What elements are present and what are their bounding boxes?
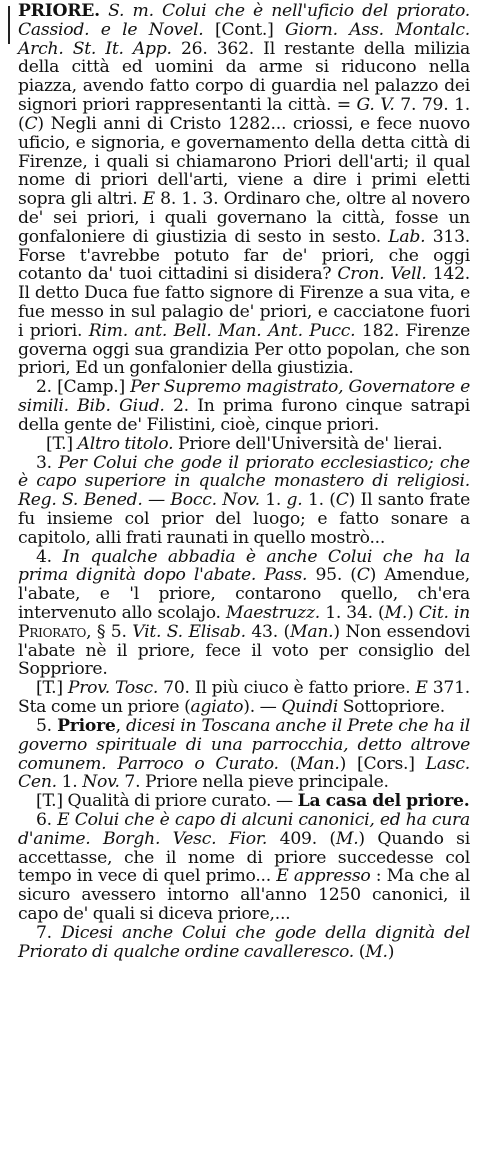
entry-priore: [18, 2, 470, 961]
sense-4-note-paragraph: [T.] Prov. Tosc. 70. Il più ciuco è fatto priore. E 371. Sta come un priore (agiato). — Quindi Sottopriore.: [18, 678, 470, 718]
sense-2-paragraph: 2. [Camp.] Per Supremo magistrato, Governatore e simili. Bib. Giud. 2. In prima furono cinque satrapi della gente de' Filistini, cioè, cinque priori.: [18, 377, 470, 435]
margin-rule: [8, 6, 10, 44]
sense-5-paragraph: 5. Priore, dicesi in Toscana anche il Prete che ha il governo spirituale di una parrocchia, detto altrove comunem. Parroco o Curato. (Man.) [Cors.] Lasc. Cen. 1. Nov. 7. Priore nella pieve principale.: [18, 715, 470, 793]
sense-1-paragraph: PRIORE. S. m. Colui che è nell'uficio del priorato. Cassiod. e le Novel. [Cont.] Giorn. Ass. Montalc. Arch. St. It. App. 26. 362. Il restante della milizia della città ed uomini da arme si riducono nella piazza, avendo fatto corpo di guardia nel palazzo dei signori priori rappresentanti la città. = G. V. 7. 79. 1. (C) Negli anni di Cristo 1282... criossi, e fece nuovo uficio, e signoria, e governamento della detta città di Firenze, i quali si chiamarono Priori dell'arti; il qual nome di priori dell'arti, viene a dire i primi eletti sopra gli altri. E 8. 1. 3. Ordinaro che, oltre al novero de' sei priori, i quali governano la città, fosse un gonfaloniere di giustizia di sesto in sesto. Lab. 313. Forse t'avrebbe potuto far de' priori, che oggi cotanto da' tuoi cittadini si disidera? Cron. Vell. 142. Il detto Duca fue fatto signore di Firenze a sua vita, e fue messo in sul palagio de' priori, e cacciatone fuori i priori. Rim. ant. Bell. Man. Ant. Pucc. 182. Firenze governa oggi sua grandizia Per otto popolan, che son priori, Ed un gonfalonier della giustizia.: [18, 1, 471, 379]
sense-6-paragraph: 6. E Colui che è capo di alcuni canonici, ed ha cura d'anime. Borgh. Vesc. Fior. 409. (M.) Quando si accettasse, che il nome di priore succedesse col tempo in vece di quel primo... E appresso : Ma che al sicuro avessero intorno all'anno 1250 canonici, il capo de' quali si diceva priore,...: [18, 809, 470, 924]
sense-2-note-paragraph: [T.] Altro titolo. Priore dell'Università de' lierai.: [46, 433, 443, 454]
sense-4-paragraph: 4. In qualche abbadia è anche Colui che ha la prima dignità dopo l'abate. Pass. 95. (C) Amendue, l'abate, e 'l priore, contarono quello, ch'era intervenuto allo scolajo. Maestruzz. 1. 34. (M.) Cit. in Priorato, § 5. Vit. S. Elisab. 43. (Man.) Non essendovi l'abate nè il priore, fece il voto per consiglio del Soppriore.: [18, 546, 471, 680]
sense-3-paragraph: 3. Per Colui che gode il priorato ecclesiastico; che è capo superiore in qualche monastero di religiosi. Reg. S. Bened. — Bocc. Nov. 1. g. 1. (C) Il santo frate fu insieme col prior del luogo; e fatto sonare a capitolo, alli frati raunati in quello mostrò...: [18, 452, 470, 548]
sense-7-paragraph: 7. Dicesi anche Colui che gode della dignità del Priorato di qualche ordine cavalleresco. (M.): [18, 922, 470, 962]
sense-5-note-paragraph: [T.] Qualità di priore curato. — La casa del priore.: [36, 791, 470, 812]
